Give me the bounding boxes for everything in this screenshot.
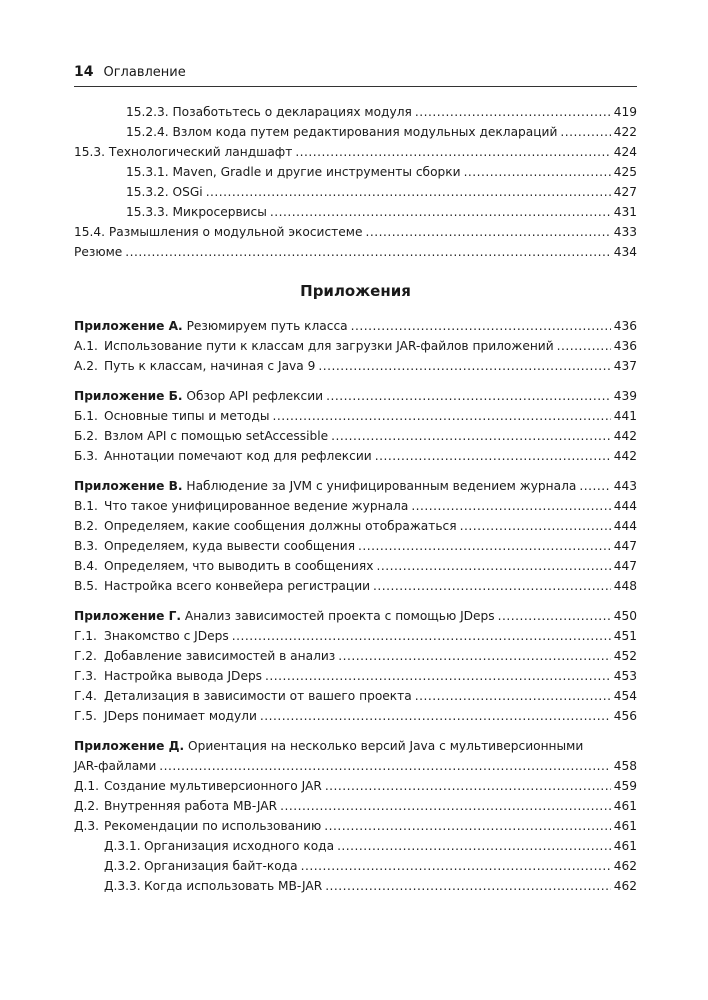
toc-entry: Б.3. Аннотации помечают код для рефлексии ..... 442 [74,446,637,466]
toc-appendix-heading: Приложение Г. Анализ зависимостей проекта с помощью JDeps ..... 450 [74,606,637,626]
toc-entry: Г.1. Знакомство с JDeps ..... 451 [74,626,637,646]
section-title: Приложения [300,282,411,300]
toc-entry: Г.2. Добавление зависимостей в анализ ..... 452 [74,646,637,666]
toc-entry: 15.3. Технологический ландшафт ..... 424 [74,142,637,162]
toc-subentry: Д.3.1. Организация исходного кода ..... 461 [74,836,637,856]
page-number: 14 [74,64,94,80]
toc-appendices [74,316,637,896]
page-header [74,64,637,87]
toc-entry: Б.1. Основные типы и методы ..... 441 [74,406,637,426]
toc-entry: 15.2.4. Взлом кода путем редактирования модульных деклараций ..... 422 [74,122,637,142]
toc-entry: В.5. Настройка всего конвейера регистрации ..... 448 [74,576,637,596]
toc-entry: 15.3.1. Maven, Gradle и другие инструменты сборки ..... 425 [74,162,637,182]
running-title: Оглавление [103,65,186,80]
toc-entry: В.3. Определяем, куда вывести сообщения ..... 447 [74,536,637,556]
toc-chapter-15 [74,102,637,262]
toc-entry: В.2. Определяем, какие сообщения должны отображаться ..... 444 [74,516,637,536]
toc-entry: А.1. Использование пути к классам для загрузки JAR-файлов приложений ..... 436 [74,336,637,356]
toc-subentry: Д.3.3. Когда использовать MB-JAR ..... 462 [74,876,637,896]
toc-entry: А.2. Путь к классам, начиная с Java 9 ..... 437 [74,356,637,376]
toc-entry: Г.5. JDeps понимает модули ..... 456 [74,706,637,726]
toc-entry: Д.1. Создание мультиверсионного JAR ..... 459 [74,776,637,796]
toc-entry: 15.3.3. Микросервисы ..... 431 [74,202,637,222]
toc-entry: Б.2. Взлом API с помощью setAccessible ..... 442 [74,426,637,446]
toc-appendix-heading: Приложение В. Наблюдение за JVM с унифицированным ведением журнала ..... 443 [74,476,637,496]
toc-entry: Д.2. Внутренняя работа MB-JAR ..... 461 [74,796,637,816]
toc-appendix-heading: Приложение Д. Ориентация на несколько версий Java с мультиверсионными [74,739,584,753]
toc-entry: Г.3. Настройка вывода JDeps ..... 453 [74,666,637,686]
toc-appendix-heading-cont: JAR-файлами ..... 458 [74,756,637,776]
toc-entry: Г.4. Детализация в зависимости от вашего проекта ..... 454 [74,686,637,706]
toc-entry: Резюме ..... 434 [74,242,637,262]
toc-appendix-heading: Приложение Б. Обзор API рефлексии ..... 439 [74,386,637,406]
toc-entry: Д.3. Рекомендации по использованию ..... 461 [74,816,637,836]
toc-entry: В.1. Что такое унифицированное ведение журнала ..... 444 [74,496,637,516]
toc-subentry: Д.3.2. Организация байт-кода ..... 462 [74,856,637,876]
toc-entry: В.4. Определяем, что выводить в сообщениях ..... 447 [74,556,637,576]
toc-appendix-heading: Приложение А. Резюмируем путь класса ..... 436 [74,316,637,336]
toc-entry: 15.4. Размышления о модульной экосистеме ..... 433 [74,222,637,242]
toc-entry: 15.3.2. OSGi ..... 427 [74,182,637,202]
toc-entry: 15.2.3. Позаботьтесь о декларациях модуля ..... 419 [74,102,637,122]
